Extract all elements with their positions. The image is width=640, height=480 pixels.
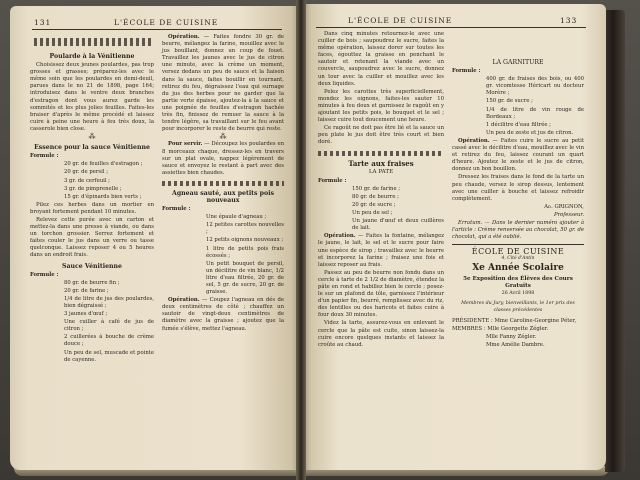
recipe-title: Agneau sauté, aux petits pois nouveaux — [172, 189, 274, 204]
paragraph: Pilez ces herbes dans un mortier en broyant fortement pendant 10 minutes. — [30, 201, 154, 215]
signature-name: Ad. GRIGNON, — [544, 203, 584, 210]
formula-label: Formule : — [452, 68, 481, 75]
ingredient-line: 400 gr. de fraises des bois, ou 400 gr. vicomtesse Héricart ou docteur Morère ; — [486, 76, 584, 97]
ingredient-line: 80 gr. de beurre ; — [352, 193, 399, 200]
left-column-2 — [162, 34, 284, 334]
left-page-number: 131 — [34, 18, 52, 27]
ingredient-line: 1/4 de litre de jus des poulardes, bien dégraissé ; — [64, 295, 154, 309]
paragraph: — Faites la fontaine, mélangez le jaune, le lait, le sel et le sucre pour faire une espèce de sirop ; travaillez avec le beurre et incorporez la farine ; fraisez une fois et laissez reposer au frais. — [318, 233, 444, 268]
header-rule — [316, 27, 586, 28]
ingredient-line: 150 gr. de sucre ; — [486, 98, 533, 105]
ingredient-line: 15 gr. d'épinards bien verts ; — [64, 193, 142, 200]
ingredient-line: 1 décilitre d'eau filtrée ; — [486, 121, 551, 128]
paragraph: — Coupez l'agneau en dés de deux centimètres de côté ; chauffez un sautoir de vingt-deux centimètres de diamètre avec la graisse ; ajoutez que la fumée s'élève, mettez l'agneau. — [162, 297, 284, 332]
recipe-title: Sauce Vénitienne — [62, 262, 122, 270]
paragraph: — Faites fondre 30 gr. de beurre, mélangez la farine, mouillez avec le jus bouillant, donnez un coup de fouet. Travaillez les jaunes avec le jus de citron une minute, avec la crème un moment, versez dedans un peu de sauce et la liaison dans la sauce, faites bouillir en tournant, retirez du feu, dégraissez l'eau qui surnage du jus des herbes pour ne garder que la partie verte épaisse, ajoutez-la à la sauce et une poignée de feuilles d'estragon hachée très fin, finissez de remuer la sauce à la tendre légère, sa travaillant sur le feu avant pour incorporer le reste de beurre qui reste. — [162, 34, 284, 133]
erratum-note: Erratum. — Dans le dernier numéro ajouter à l'article : Crème renversée au chocolat, 50 gr. de chocolat, qui a été oublié. — [452, 219, 584, 241]
member-name: Mlle Georgette Zégler. — [487, 326, 549, 333]
ingredient-line: 150 gr. de farine ; — [352, 185, 401, 192]
ingredient-line: Un peu de sel, muscade et pointe de cayenne. — [64, 349, 154, 363]
paragraph: Passez au peu de beurre non fondu dans un cercle à tarte de 2 1/2 de diamètre, étendez la pâte en rond et habillez bien le cercle ; posez-le sur un plafond de tôle, garnissez l'intérieur d'un papier fin, beurré, remplissez avec du riz, des lentilles ou des haricots et faites cuire à four doux 30 minutes. — [318, 269, 444, 319]
header-rule — [32, 29, 282, 30]
paragraph: Dressez les fraises dans le fond de la tarte un peu chaude, versez le sirop dessus, lentement avec une cuiller à bouche et laissez refroidir complètement. — [452, 174, 584, 202]
book-cover-edge — [605, 10, 625, 472]
formula-label: Formule : — [30, 271, 59, 278]
ingredient-line: Un jaune d'œuf et deux cuillères de lait. — [352, 218, 444, 232]
ingredient-line: 20 gr. de farine ; — [64, 287, 109, 294]
ingredient-line: Une épaule d'agneau ; — [206, 214, 267, 221]
ingredient-line: Un peu de sel ; — [352, 210, 393, 217]
recipe-title: Poularde à la Vénitienne — [49, 53, 135, 60]
paragraph: Choisissez deux jeunes poulardes, pas trop grosses et grasses; préparez-les avec le même soin que les poulardes en demi-deuil, parues dans le no 21 de 1898, page 164; introduisez dans le ventre deux branches d'estragon dont vous aurez garde les sommités et les plus jolies feuilles. Faites-les braiser d'après le même procédé et laissez cuire à peine une heure à feu très doux, la casserole bien close. — [30, 62, 154, 132]
paragraph: — Découpez les poulardes en 8 morceaux chaque, dressez-les en travers sur un plat ovale, nappez légèrement de sauce et envoyez le restant à part avec des assiettes bien chaudes. — [162, 141, 284, 176]
ingredient-line: 1 litre de petits pois frais écossés ; — [206, 245, 284, 259]
right-page-number: 133 — [560, 16, 578, 25]
ingredient-line: 2 cuillerées à bouche de crème douce ; — [64, 334, 154, 348]
formula-label: Formule : — [30, 153, 59, 160]
separator-star: ⁂ — [88, 133, 96, 142]
ingredient-line: Une cuiller à café de jus de citron ; — [64, 319, 154, 333]
right-running-head: L'ÉCOLE DE CUISINE — [348, 16, 453, 25]
school-title: ÉCOLE DE CUISINE — [471, 247, 565, 257]
left-page — [10, 6, 300, 470]
section-subtitle: LA PATE — [368, 168, 394, 175]
ingredient-line: 3 jaunes d'œuf ; — [64, 311, 108, 318]
ingredient-line: Un peu de zeste et jus de citron. — [486, 129, 574, 136]
ingredient-line: 20 gr. de sucre ; — [352, 201, 396, 208]
paragraph: Videz la tarte, assurez-vous en enlevant le cercle que la pâte est cuite, sinon laissez-la cuire encore quelques instants et laissez la croûte au chaud. — [318, 320, 444, 348]
signature-role: Professeur. — [554, 211, 584, 218]
ingredient-line: 20 gr. de feuilles d'estragon ; — [64, 161, 143, 168]
operation-label: Opération. — [458, 137, 490, 144]
formula-label: Formule : — [318, 177, 347, 184]
ingredient-line: 12 petits oignons nouveaux ; — [206, 237, 284, 244]
left-running-head: L'ÉCOLE DE CUISINE — [114, 18, 219, 27]
exposition-line: 5e Exposition des Élèves des Cours Gratuits — [463, 275, 573, 289]
separator-star: ⁂ — [219, 133, 227, 142]
exposition-date: 26 Avril 1898 — [501, 290, 535, 296]
left-column-1 — [30, 50, 154, 365]
ornament-band — [162, 181, 284, 186]
recipe-title: Essence pour la sauce Vénitienne — [34, 144, 150, 152]
section-title: LA GARNITURE — [492, 59, 544, 66]
school-address: 4, Cité d'Antin — [501, 256, 535, 262]
book-gutter — [296, 0, 306, 480]
paragraph: Ce ragoût ne doit pas être lié et la sauce un peu plate le jus doit être très court et bien doré. — [318, 125, 444, 146]
ingredient-line: 12 petites carottes nouvelles ; — [206, 222, 284, 236]
paragraph: Pelez les carottes très superficiellement, mondez les oignons, faites-les sauter 10 minutes à feu doux et garnissez le ragoût en y ajoutant les petits pois, le bouquet et le sel ; laissez cuire tout doucement une heure. — [318, 88, 444, 124]
president-label: PRÉSIDENTE : — [452, 318, 493, 324]
ingredient-line: 3 gr. de cerfeuil ; — [64, 177, 110, 184]
ornament-band — [34, 38, 154, 46]
paragraph: Relevez cette purée avec un carton et mettez-la dans une presse à viande, ou dans un torchon grossier. Serrez fortement et faites couler le jus dans un verre ou tasse quelconque. Laissez reposer 4 ou 5 heures dans un endroit frais. — [30, 216, 154, 259]
jury-line: Membres du Jury, bienveillants, le 1er prix des classes précédentes — [461, 300, 575, 313]
operation-label: Opération. — [324, 233, 356, 240]
ingredient-line: 80 gr. de beurre fin ; — [64, 279, 120, 286]
ingredient-line: Un petit bouquet de persil, un décilitre de vin blanc, 1/2 litre d'eau filtrée, 20 gr. de sel, 5 gr. de sucre, 20 gr. de graisse. — [206, 260, 284, 296]
recipe-title: Tarte aux fraises — [348, 158, 414, 168]
paragraph: — Faites cuire le sucre au petit cassé avec le décilitre d'eau, mouillez avec le vin et retirez du feu, laissez courant un quart d'heure. Ajoutez le zeste et le jus de citron, donnez un bon bouillon. — [452, 137, 584, 173]
operation-label: Opération. — [168, 34, 200, 40]
operation-label: Opération. — [168, 297, 200, 304]
ingredient-line: 1/4 de litre de vin rouge de Bordeaux ; — [486, 106, 584, 120]
member-name: Mlle Fanny Zégler. — [486, 334, 537, 341]
ingredient-line: 3 gr. de pimprenelle ; — [64, 185, 122, 192]
right-page — [302, 4, 606, 470]
paragraph: Dans cinq minutes retournez-le avec une cuiller de bois ; saupoudrez le sucre, faites la même opération, laissez dorer sur toutes les faces, égouttez la graisse en penchant le sautoir et retenant la viande avec un couvercle, saupoudrez avec le sucre, donnez un tour avec la cuiller et mouillez avec les deux liquides. — [318, 31, 444, 87]
formula-label: Formule : — [162, 206, 191, 213]
school-year-title: Xe Année Scolaire — [472, 263, 564, 274]
serve-label: Pour servir. — [168, 141, 203, 148]
president-name: Mme Caroline-Georgine Péter, — [494, 318, 577, 324]
member-name: Mme Amélie Dambre. — [486, 342, 545, 349]
ornament-band — [318, 151, 444, 156]
ingredient-line: 20 gr. de persil ; — [64, 169, 108, 176]
right-column-1 — [318, 31, 444, 350]
right-column-2 — [452, 31, 584, 350]
members-label: MEMBRES : — [452, 326, 486, 333]
